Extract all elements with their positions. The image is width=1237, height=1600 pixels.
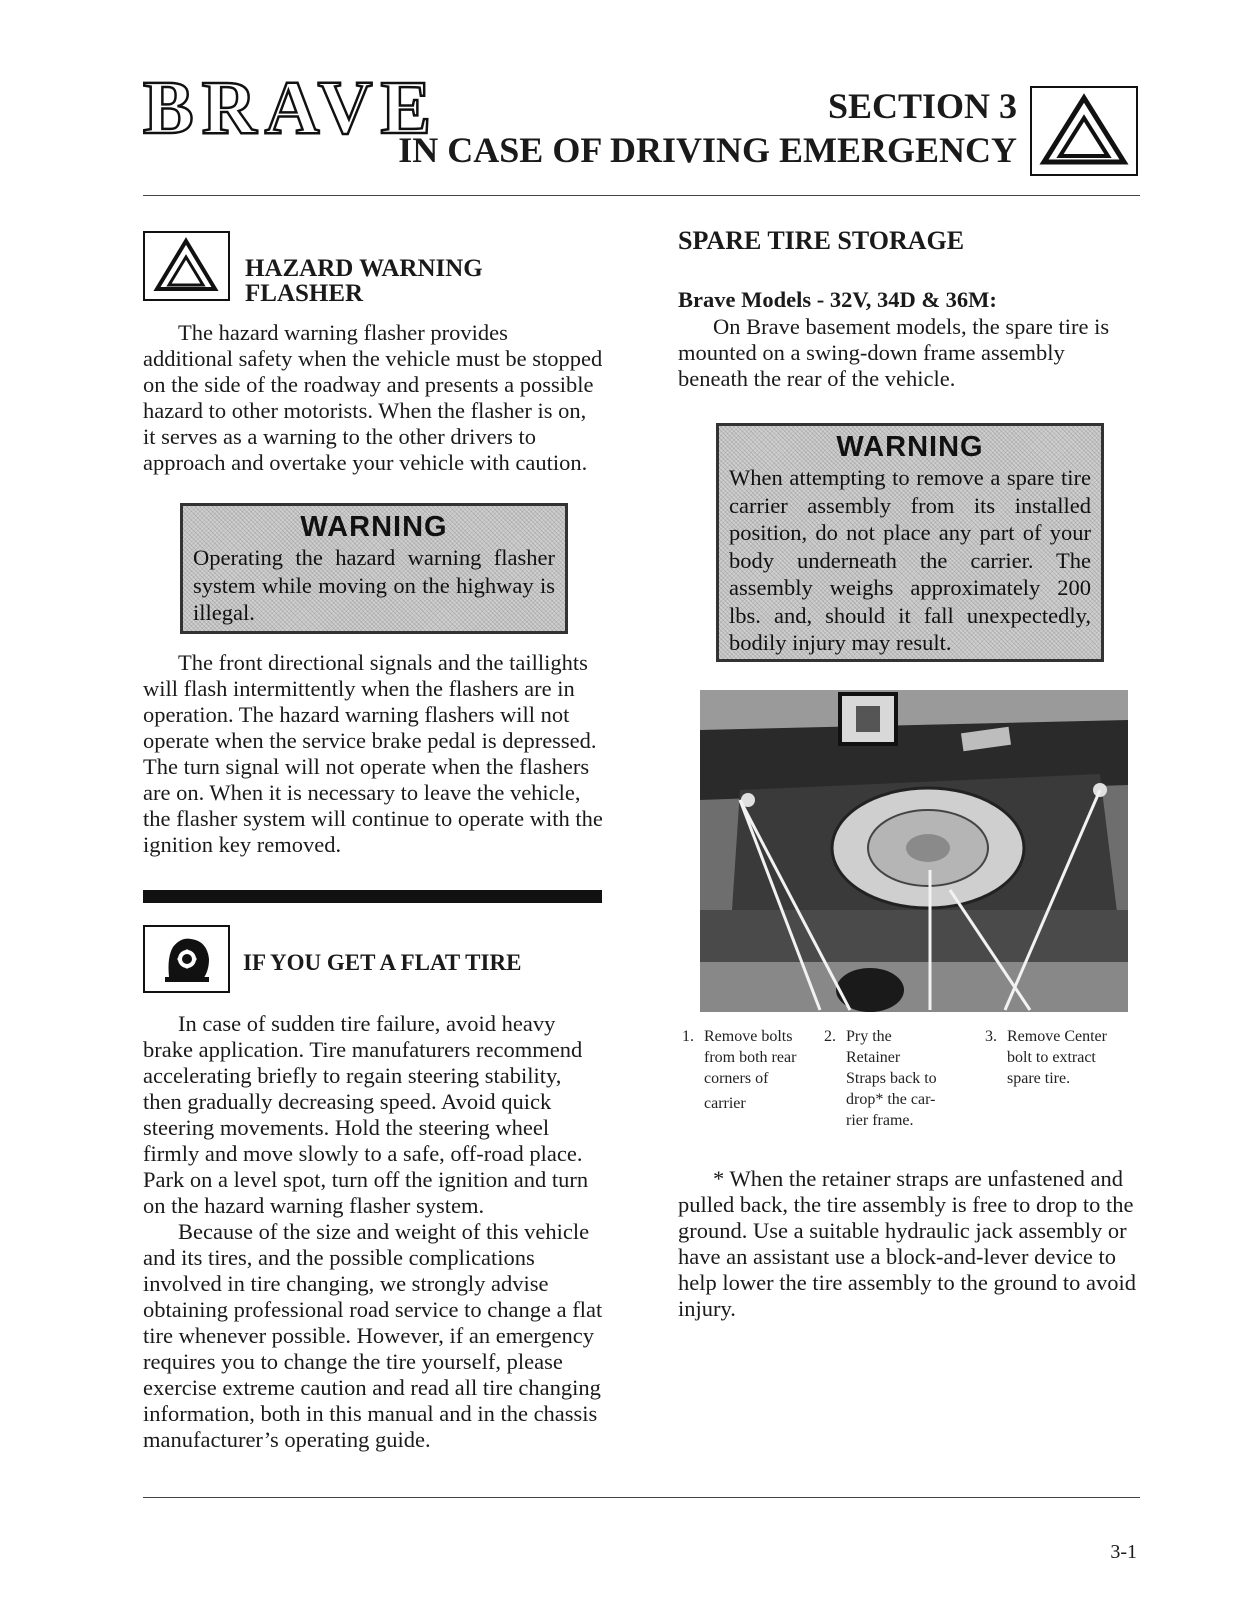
caption-3-number: 3. bbox=[985, 1028, 997, 1045]
hazard-heading bbox=[245, 256, 483, 306]
hazard-warning-title: WARNING bbox=[300, 511, 448, 543]
caption-1-line: corners of bbox=[704, 1070, 769, 1087]
spare-tire-carrier-photo bbox=[700, 690, 1128, 1012]
spare-warning-title: WARNING bbox=[836, 431, 984, 463]
caption-1-line: from both rear bbox=[704, 1049, 797, 1066]
caption-3-line: spare tire. bbox=[1007, 1070, 1071, 1087]
hazard-triangle-icon bbox=[1030, 86, 1138, 176]
hazard-paragraph-1: The hazard warning flasher provides additional safety when the vehicle must be stopped on the side of the roadway and presents a possible hazard to other motorists. When the flasher is on, it serves as a warning to the other drivers to approach and overtake your vehicle with caution. bbox=[143, 320, 603, 475]
caption-1-line: carrier bbox=[704, 1095, 746, 1112]
caption-2-line: Pry the bbox=[846, 1028, 892, 1045]
caption-2-line: Retainer bbox=[846, 1049, 901, 1066]
spare-warning-box bbox=[716, 423, 1104, 662]
spare-warning-text: When attempting to remove a spare tire carrier assembly from its installed position, do not place any part of your body underneath the carrier. The assembly weighs approximately 200 lbs. and, should it fall unexpectedly, bodily injury may result. bbox=[729, 465, 1091, 655]
spare-paragraph-2: * When the retainer straps are unfastened and pulled back, the tire assembly is free to drop to the ground. Use a suitable hydraulic jack assembly or have an assistant use a block-and-lever device to help lower the tire assembly to the ground to avoid injury. bbox=[678, 1166, 1137, 1321]
section-number: SECTION 3 bbox=[827, 86, 1017, 126]
hazard-warning-box bbox=[180, 503, 568, 634]
header-rule bbox=[143, 195, 1140, 196]
flat-tire-icon bbox=[143, 925, 230, 993]
brave-logo: BRAVE bbox=[143, 66, 440, 150]
hazard-flasher-icon bbox=[143, 231, 230, 301]
caption-1-number: 1. bbox=[682, 1028, 694, 1045]
caption-2-number: 2. bbox=[824, 1028, 836, 1045]
footer-rule bbox=[143, 1497, 1140, 1498]
caption-1-line: Remove bolts bbox=[704, 1028, 793, 1045]
flat-tire-heading: IF YOU GET A FLAT TIRE bbox=[243, 950, 522, 975]
spare-paragraph-1: On Brave basement models, the spare tire is mounted on a swing-down frame assembly beneath the rear of the vehicle. bbox=[678, 314, 1110, 391]
section-title: IN CASE OF DRIVING EMERGENCY bbox=[398, 130, 1017, 170]
spare-tire-heading: SPARE TIRE STORAGE bbox=[678, 226, 965, 255]
hazard-heading-line1: HAZARD WARNING bbox=[245, 255, 483, 282]
caption-2-line: Straps back to bbox=[846, 1070, 937, 1087]
hazard-warning-text: Operating the hazard warning flasher system while moving on the highway is illegal. bbox=[193, 545, 555, 625]
hazard-paragraph-2: The front directional signals and the taillights will flash intermittently when the flashers are in operation. The hazard warning flashers will not operate when the service brake pedal is depressed. The turn signal will not operate when the flashers are on. When it is necessary to leave the vehicle, the flasher system will continue to operate with the ignition key removed. bbox=[143, 650, 603, 857]
caption-2-line: drop* the car- bbox=[846, 1091, 936, 1108]
flat-tire-paragraph-1: In case of sudden tire failure, avoid heavy brake application. Tire manufaturers recommend accelerating briefly to regain steering stability, then gradually decreasing speed. Avoid quick steering movements. Hold the steering wheel firmly and move slowly to a safe, off-road place. Park on a level spot, turn off the ignition and turn on the hazard warning flasher system. bbox=[143, 1011, 589, 1218]
caption-2-line: rier frame. bbox=[846, 1112, 914, 1129]
brave-models-subheading: Brave Models - 32V, 34D & 36M: bbox=[678, 287, 997, 312]
caption-3-line: bolt to extract bbox=[1007, 1049, 1096, 1066]
section-divider-bar bbox=[143, 890, 602, 903]
caption-3-line: Remove Center bbox=[1007, 1028, 1107, 1045]
page-number: 3-1 bbox=[1110, 1541, 1137, 1563]
flat-tire-paragraph-2: Because of the size and weight of this vehicle and its tires, and the possible complications involved in tire changing, we strongly advise obtaining professional road service to change a flat tire whenever possible. However, if an emergency requires you to change the tire yourself, please exercise extreme caution and read all tire changing information, both in this manual and in the chassis manufacturer’s operating guide. bbox=[143, 1219, 603, 1452]
hazard-heading-line2: FLASHER bbox=[245, 280, 364, 307]
